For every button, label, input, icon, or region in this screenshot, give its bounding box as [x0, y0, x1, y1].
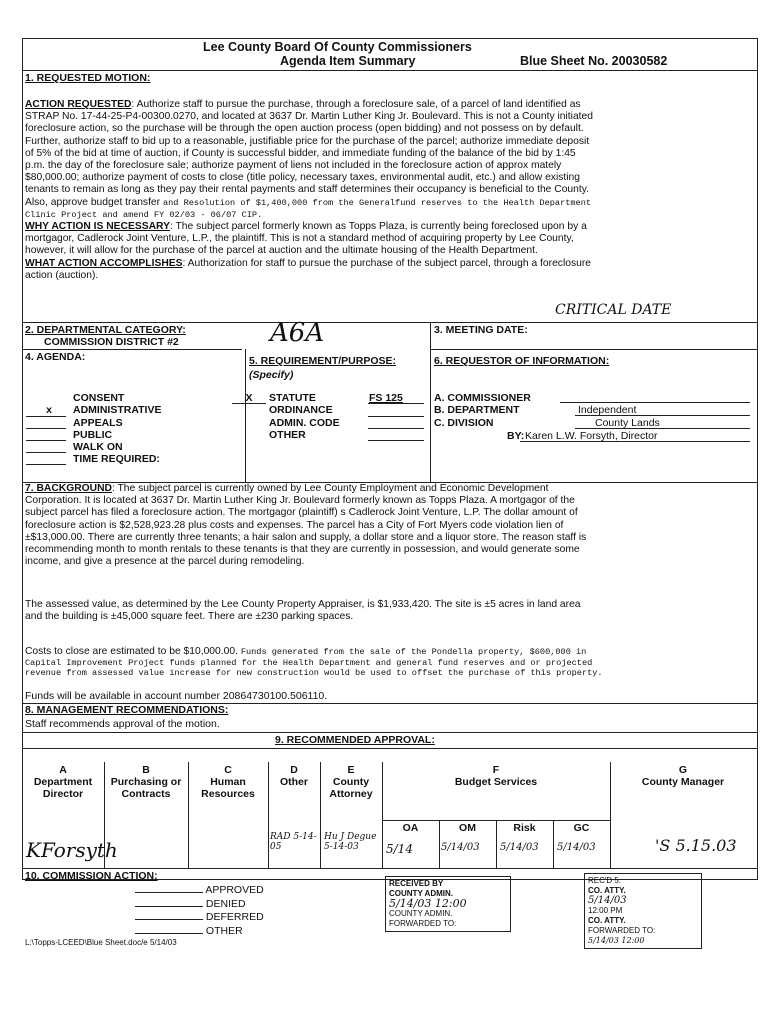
col-c: C Human Resources — [201, 764, 255, 800]
section8-title: 8. MANAGEMENT RECOMMENDATIONS: — [25, 704, 229, 716]
county-attorney-stamp: REC'D 5. CO. ATTY. 5/14/03 12:00 PM CO. ATTY. FORWARDED TO: 5/14/03 12:00 — [584, 873, 702, 949]
requirement-list: X STATUTE FS 125 ORDINANCE ADMIN. CODE OTHER — [245, 392, 403, 441]
section9-title: 9. RECOMMENDED APPROVAL: — [275, 734, 435, 746]
section8-text: Staff recommends approval of the motion. — [25, 718, 220, 730]
col-f: F Budget Services — [454, 764, 538, 788]
commission-district: COMMISSION DISTRICT #2 — [44, 336, 179, 348]
section3-title: 3. MEETING DATE: — [434, 324, 528, 336]
director-signature: KForsyth — [26, 838, 118, 862]
commissioner-label: A. COMMISSIONER — [434, 392, 531, 404]
budget-oa: OA — [402, 822, 419, 834]
col-d: D Other — [279, 764, 308, 788]
oa-signature: 5/14 — [386, 842, 413, 856]
division-value: County Lands — [595, 417, 660, 429]
section6-title: 6. REQUESTOR OF INFORMATION: — [434, 355, 610, 367]
costs-text: Costs to close are estimated to be $10,000.00. Funds generated from the sale of the Pondella property, $600,000 in Capital Improvement Project funds planned for the Health Department and general fund reserves and or projected revenue from assessed value increase for new construction would be used to offset the purchase of this property. — [25, 646, 603, 678]
attorney-signature: Hu J Degue 5-14-03 — [324, 832, 377, 852]
action-requested: ACTION REQUESTED: Authorize staff to pursue the purchase, through a foreclosure sale, of a parcel of land identified as STRAP No. 17-44-25-P4-00300.0270, and located at 3637 Dr. Martin Luther King Jr. Boulevard. This is not a County initiated foreclosure action, so the purchase will be through the open auction process (open bidding) and not possess on by default. Further, authorize staff to bid up to a reasonable, justifiable price for the purchase of the parcel; authorize immediate deposit of 5% of the bid at time of auction, if County is successful bidder, and immediate funding of the balance of the bid by 1:45 p.m. the day of the foreclosure sale; authorize payment of liens not included in the foreclosure action of approx mately $80,000.00; authorize payment of costs to close (title policy, necessary taxes, environmental audit, etc.) and allow existing tenants to remain as long as they pay their rental payments and staff determines their occupancy is beneficial to the County. Also, approve budget transfer and Resolution of $1,400,000 from the Generalfund reserves to the Health Department Clinic Project and amend FY 02/03 - 06/07 CIP. WHY ACTION IS NECESSARY: The subject parcel formerly known as Topps Plaza, is currently being foreclosed upon by a mortgagor, Cadlerock Joint Venture, L.P., the plaintiff. This is not a standard method of acquiring property by Lee County, however, it will allow for the purchase of the parcel at auction and the ultimate housing of the Health Department. WHAT ACTION ACCOMPLISHES: Authorization for staff to pursue the purchase of the subject parcel, through a foreclosure action (auction). — [25, 99, 593, 281]
section1-title: 1. REQUESTED MOTION: — [25, 72, 151, 84]
division-label: C. DIVISION — [434, 417, 494, 429]
section2-title: 2. DEPARTMENTAL CATEGORY: — [25, 324, 186, 336]
by-value: Karen L.W. Forsyth, Director — [525, 430, 658, 442]
budget-om: OM — [459, 822, 476, 834]
received-county-admin-stamp: RECEIVED BY COUNTY ADMIN. 5/14/03 12:00 COUNTY ADMIN. FORWARDED TO: — [385, 876, 511, 932]
assessed-text: The assessed value, as determined by the Lee County Property Appraiser, is $1,933,420. The site is ±5 acres in land area and the building is ±45,000 square feet. There are ±230 parking spaces. — [25, 599, 581, 623]
col-g: G County Manager — [641, 764, 725, 788]
section4-title: 4. AGENDA: — [25, 351, 86, 363]
col-b: B Purchasing or Contracts — [110, 764, 182, 800]
manager-signature: 'S 5.15.03 — [655, 836, 737, 855]
file-path: L:\Topps-LCEED\Blue Sheet.doc/e 5/14/03 — [25, 938, 177, 947]
section5-title: 5. REQUIREMENT/PURPOSE: — [249, 355, 397, 367]
gc-signature: 5/14/03 — [557, 842, 596, 853]
blue-sheet-number: Blue Sheet No. 20030582 — [520, 54, 668, 68]
department-label: B. DEPARTMENT — [434, 404, 520, 416]
budget-risk: Risk — [513, 822, 536, 834]
budget-gc: GC — [573, 822, 590, 834]
commission-options: APPROVED DENIED DEFERRED OTHER — [135, 884, 264, 938]
other-signature: RAD 5-14-05 — [270, 832, 317, 852]
agenda-list: CONSENT x ADMINISTRATIVE APPEALS PUBLIC WALK ON TIME REQUIRED: — [46, 392, 162, 466]
risk-signature: 5/14/03 — [500, 842, 539, 853]
col-e: E County Attorney — [329, 764, 373, 800]
funds-text: Funds will be available in account number 20864730100.506110. — [25, 690, 328, 702]
department-value: Independent — [578, 404, 637, 416]
col-a: A Department Director — [33, 764, 93, 800]
by-label: BY: — [507, 430, 525, 442]
specify-label: (Specify) — [249, 369, 294, 381]
critical-date-handwriting: CRITICAL DATE — [555, 302, 672, 318]
org-title: Lee County Board Of County Commissioners — [203, 40, 472, 54]
handwritten-category: A6A — [270, 318, 325, 348]
section10-title: 10. COMMISSION ACTION: — [25, 870, 158, 882]
om-signature: 5/14/03 — [441, 842, 480, 853]
subtitle: Agenda Item Summary — [280, 54, 416, 68]
background-text: 7. BACKGROUND: The subject parcel is currently owned by Lee County Employment and Economic Development Corporation. It is located at 3637 Dr. Martin Luther King Jr. Boulevard formerly known as Topps Plaza. A mortgagor of the subject parcel has filed a foreclosure action. The mortgagor (plaintiff) s Cadlerock Joint Venture, L.P. The dollar amount of foreclosure action is $2,528,923.28 plus costs and expenses. The parcel has a City of Fort Myers code violation lien of ±$13,000.00. There are currently three tenants; a hair salon and supply, a dollar store and a liquor store. The reason staff is recommending month to month rentals to these tenants is that they are currently in possession, and would generate some income, and give a presence at the parcel during remodeling. — [25, 483, 587, 568]
